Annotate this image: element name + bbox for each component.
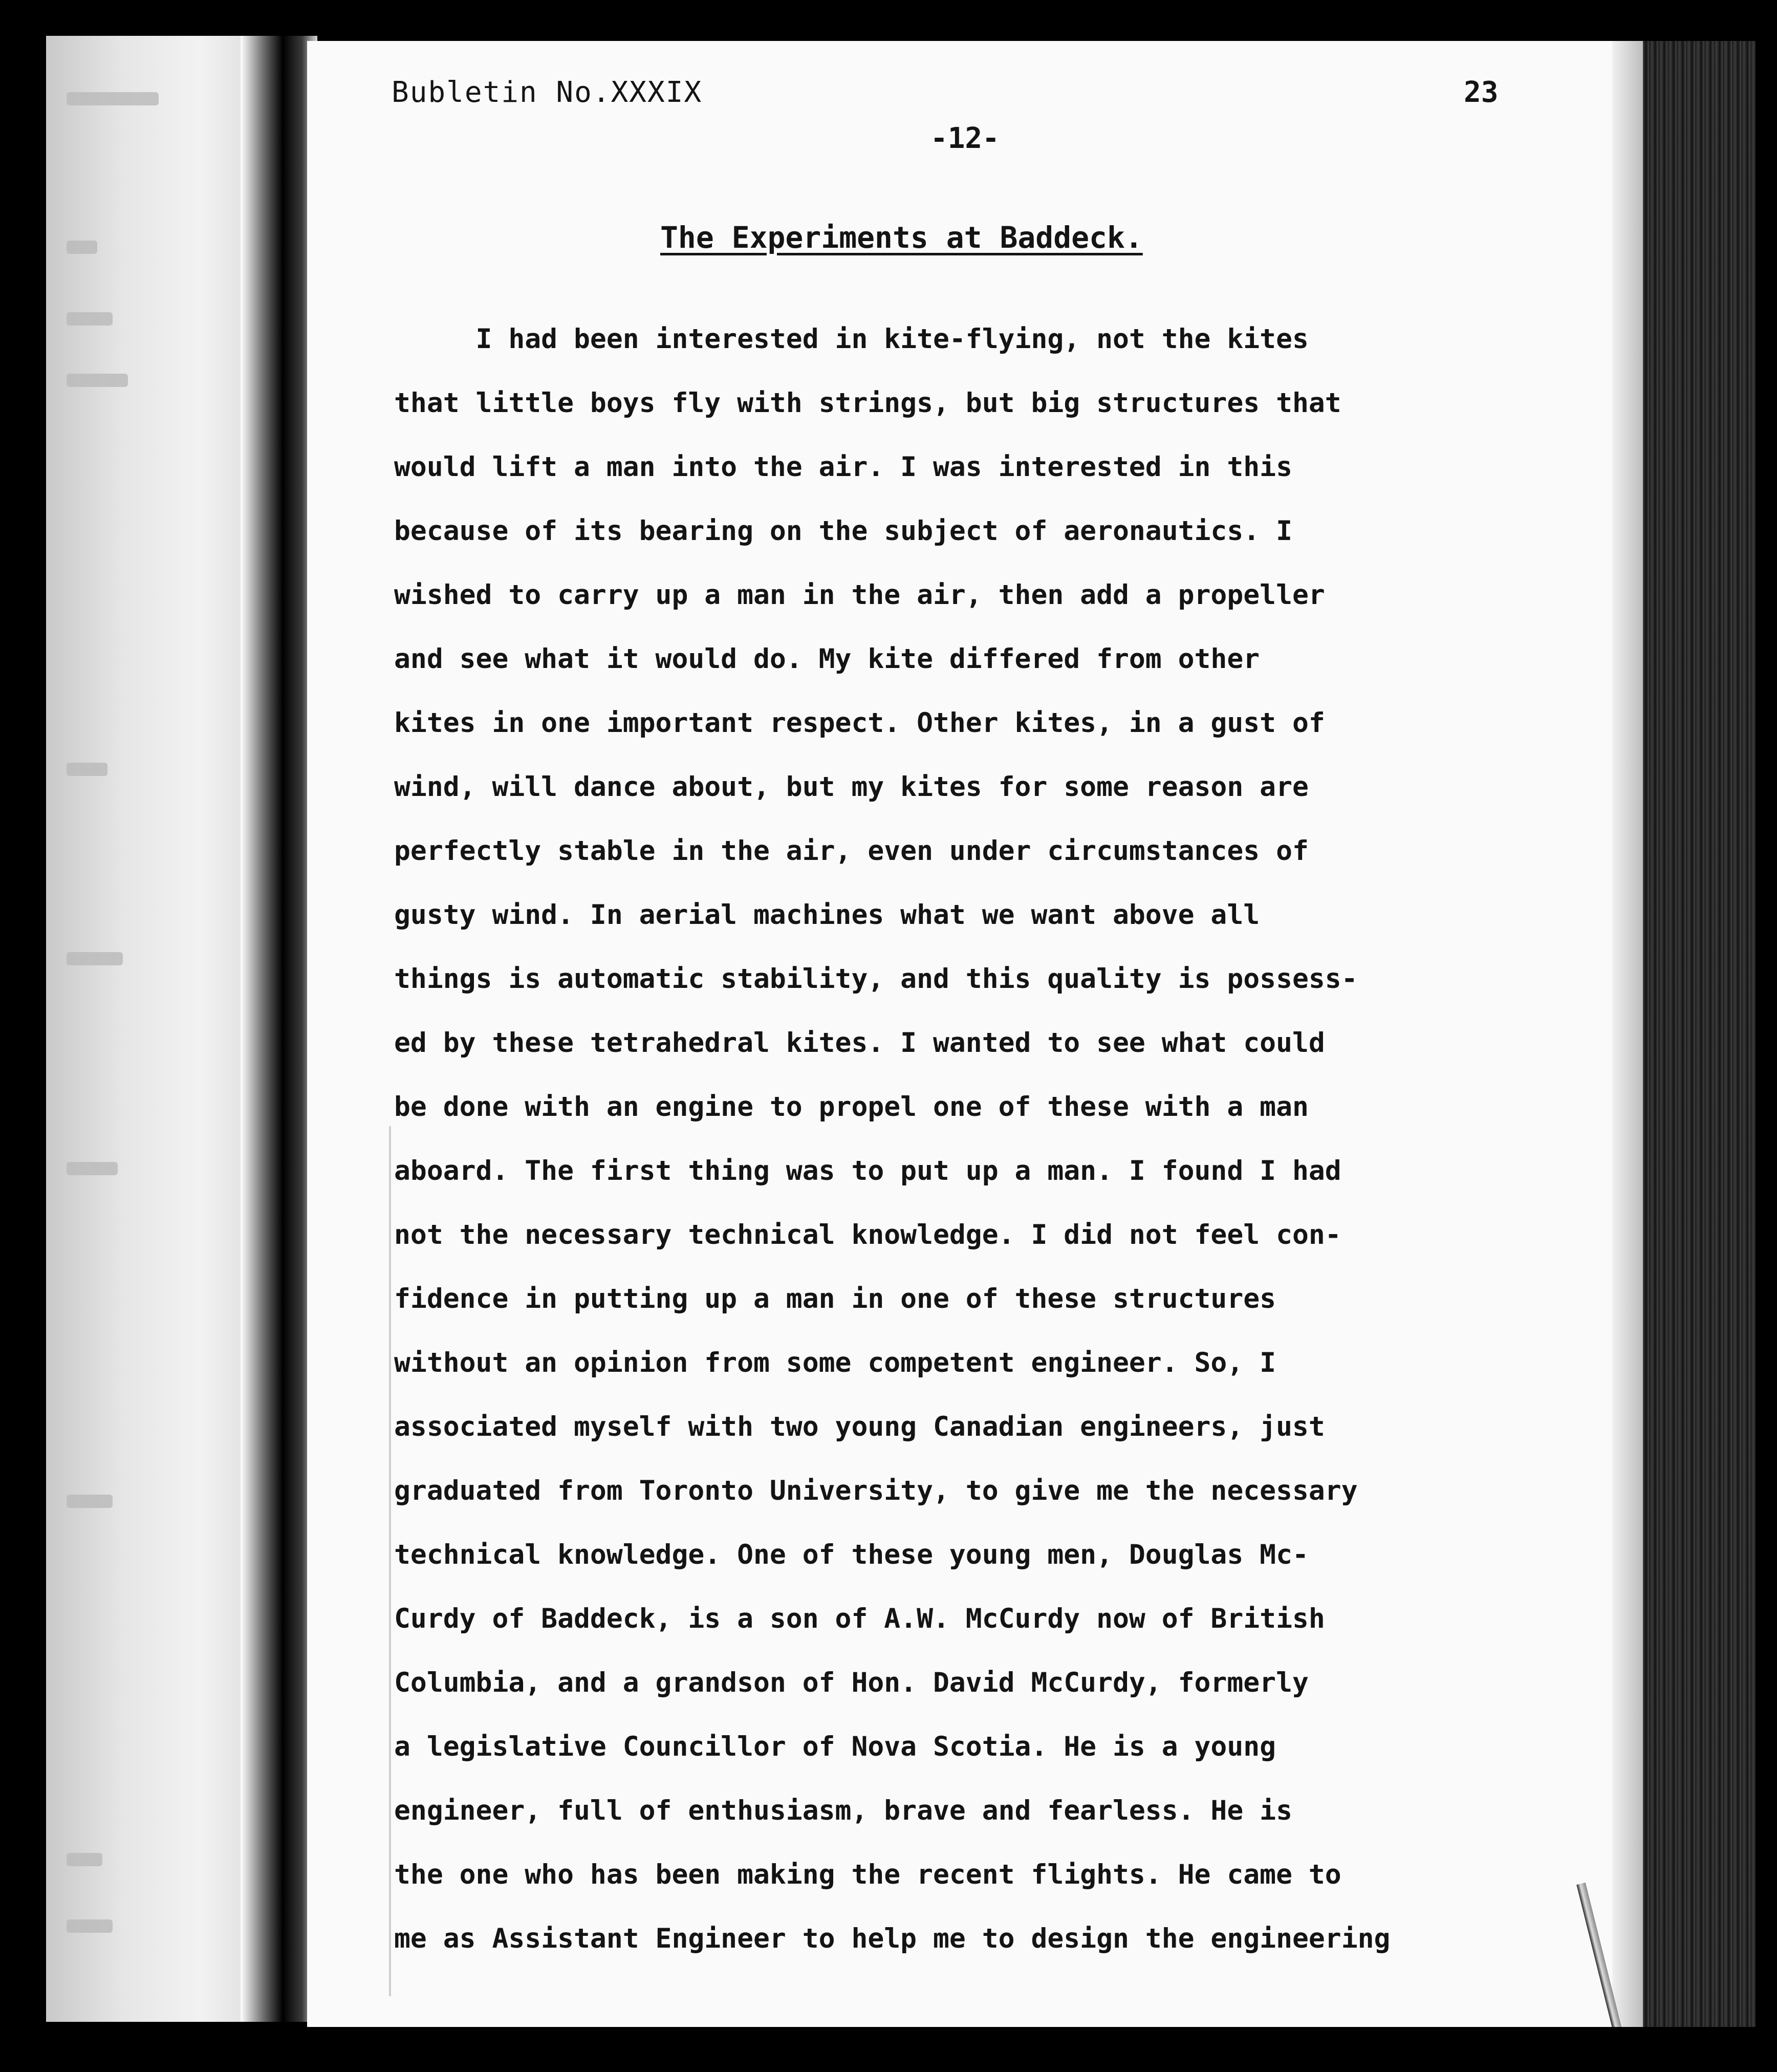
text-line: without an opinion from some competent engineer. So, I (394, 1347, 1276, 1378)
text-line: me as Assistant Engineer to help me to design the engineering (394, 1923, 1391, 1954)
text-line: wished to carry up a man in the air, then add a propeller (394, 579, 1325, 611)
bulletin-header: Bubletin No.XXXIX (392, 76, 703, 109)
text-line: graduated from Toronto University, to give me the necessary (394, 1475, 1358, 1506)
faint-text-smudge (67, 1919, 113, 1933)
text-line: Columbia, and a grandson of Hon. David McCurdy, formerly (394, 1667, 1309, 1698)
text-line: gusty wind. In aerial machines what we want above all (394, 899, 1260, 931)
body-text (394, 307, 1551, 1971)
text-line: things is automatic stability, and this quality is possess- (394, 963, 1358, 995)
text-line: be done with an engine to propel one of these with a man (394, 1091, 1309, 1123)
text-line: associated myself with two young Canadian engineers, just (394, 1411, 1325, 1442)
faint-text-smudge (67, 92, 159, 105)
text-line: a legislative Councillor of Nova Scotia. He is a young (394, 1731, 1276, 1762)
faint-text-smudge (67, 374, 128, 387)
text-line: I had been interested in kite-flying, not the kites (394, 323, 1309, 355)
faint-text-smudge (67, 952, 123, 965)
page-margin-mark (389, 1126, 391, 1996)
text-line: technical knowledge. One of these young men, Douglas Mc- (394, 1539, 1309, 1570)
facing-page-edge (46, 36, 266, 2022)
text-line: and see what it would do. My kite differed from other (394, 643, 1260, 675)
page-edge-highlight (1612, 41, 1643, 2058)
faint-text-smudge (67, 241, 97, 254)
faint-text-smudge (67, 763, 107, 776)
faint-text-smudge (67, 1495, 113, 1508)
faint-text-smudge (67, 1853, 102, 1866)
text-line: that little boys fly with strings, but big structures that (394, 387, 1341, 419)
book-gutter-shadow (241, 36, 317, 2022)
text-line: would lift a man into the air. I was interested in this (394, 451, 1292, 483)
text-line: fidence in putting up a man in one of these structures (394, 1283, 1276, 1314)
text-line: kites in one important respect. Other kites, in a gust of (394, 707, 1325, 739)
text-line: aboard. The first thing was to put up a man. I found I had (394, 1155, 1341, 1186)
text-line: perfectly stable in the air, even under circumstances of (394, 835, 1309, 867)
section-title: The Experiments at Baddeck. (660, 220, 1143, 255)
text-line: wind, will dance about, but my kites for some reason are (394, 771, 1309, 803)
text-line: engineer, full of enthusiasm, brave and fearless. He is (394, 1795, 1292, 1826)
text-line: the one who has been making the recent flights. He came to (394, 1859, 1341, 1890)
text-line: Curdy of Baddeck, is a son of A.W. McCurdy now of British (394, 1603, 1325, 1634)
page-number: -12- (930, 122, 1000, 155)
text-line: ed by these tetrahedral kites. I wanted to see what could (394, 1027, 1325, 1059)
scan-border-bottom (0, 2027, 1777, 2072)
text-line: because of its bearing on the subject of aeronautics. I (394, 515, 1292, 547)
faint-text-smudge (67, 1162, 118, 1175)
faint-text-smudge (67, 312, 113, 326)
text-line: not the necessary technical knowledge. I did not feel con- (394, 1219, 1341, 1250)
folio-number: 23 (1464, 76, 1499, 109)
